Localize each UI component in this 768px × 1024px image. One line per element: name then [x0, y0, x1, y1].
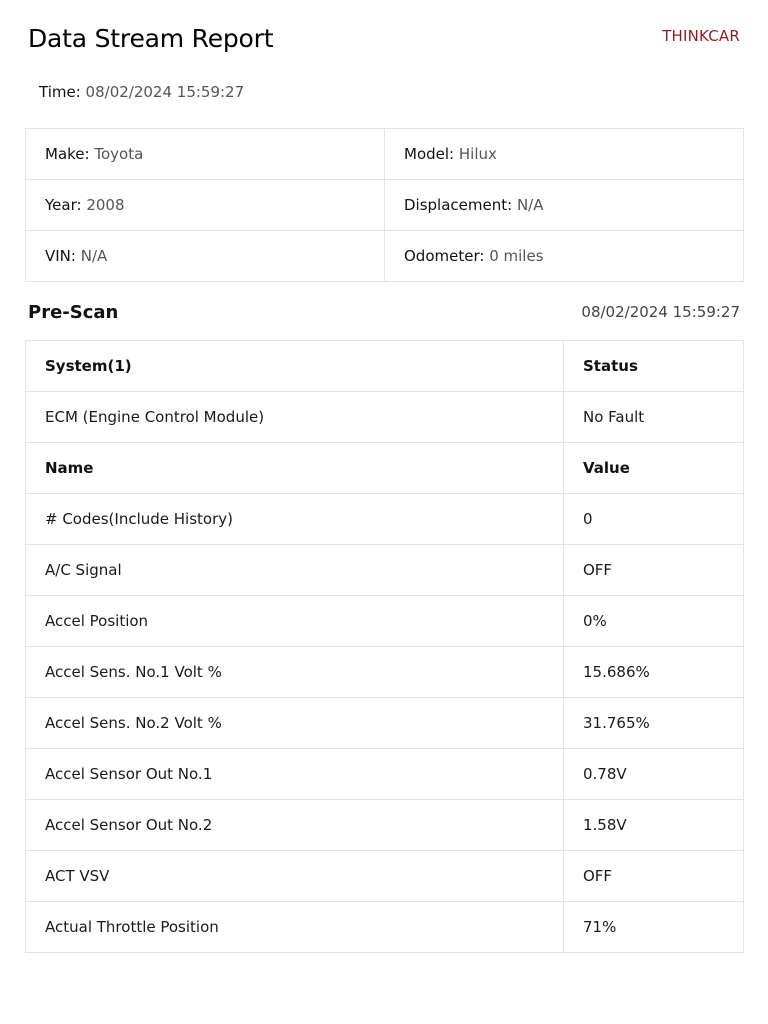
- parameter-name: A/C Signal: [26, 545, 564, 596]
- vehicle-row: [26, 180, 744, 231]
- vin-cell: [26, 231, 385, 282]
- table-row: [26, 494, 744, 545]
- parameter-value: OFF: [564, 545, 744, 596]
- parameter-value: 1.58V: [564, 800, 744, 851]
- table-row: [26, 596, 744, 647]
- odometer-cell: [385, 231, 744, 282]
- odometer-value: 0 miles: [489, 247, 544, 265]
- make-cell: [26, 129, 385, 180]
- time-label: Time:: [39, 83, 81, 101]
- displacement-value: N/A: [516, 196, 544, 214]
- system-header-row: [26, 341, 744, 392]
- parameter-value: 0%: [564, 596, 744, 647]
- parameter-name: ACT VSV: [26, 851, 564, 902]
- parameter-name: Accel Sens. No.2 Volt %: [26, 698, 564, 749]
- vin-label: VIN:: [45, 247, 76, 265]
- system-row: [26, 392, 744, 443]
- parameter-name: Accel Sens. No.1 Volt %: [26, 647, 564, 698]
- system-header: System(1): [26, 341, 564, 392]
- parameter-name: Actual Throttle Position: [26, 902, 564, 953]
- odometer-label: Odometer:: [404, 247, 485, 265]
- table-row: [26, 851, 744, 902]
- table-row: [26, 545, 744, 596]
- system-status: No Fault: [564, 392, 744, 443]
- model-label: Model:: [404, 145, 455, 163]
- table-row: [26, 749, 744, 800]
- report-title: Data Stream Report: [28, 24, 274, 53]
- year-value: 2008: [86, 196, 125, 214]
- vehicle-row: [26, 231, 744, 282]
- parameter-value: 15.686%: [564, 647, 744, 698]
- make-label: Make:: [45, 145, 90, 163]
- displacement-label: Displacement:: [404, 196, 513, 214]
- displacement-cell: [385, 180, 744, 231]
- parameter-name: Accel Position: [26, 596, 564, 647]
- table-row: [26, 698, 744, 749]
- vin-value: N/A: [80, 247, 108, 265]
- time-value: 08/02/2024 15:59:27: [85, 83, 245, 101]
- year-label: Year:: [45, 196, 82, 214]
- brand-logo: THINKCAR: [662, 27, 740, 45]
- parameter-name: # Codes(Include History): [26, 494, 564, 545]
- model-value: Hilux: [458, 145, 497, 163]
- parameter-name: Accel Sensor Out No.2: [26, 800, 564, 851]
- make-value: Toyota: [94, 145, 144, 163]
- name-header-row: [26, 443, 744, 494]
- table-row: [26, 902, 744, 953]
- parameter-value: OFF: [564, 851, 744, 902]
- parameter-value: 31.765%: [564, 698, 744, 749]
- year-cell: [26, 180, 385, 231]
- system-name: ECM (Engine Control Module): [26, 392, 564, 443]
- report-time: [39, 83, 244, 101]
- status-header: Status: [564, 341, 744, 392]
- model-cell: [385, 129, 744, 180]
- vehicle-info-table: [25, 128, 744, 282]
- table-row: [26, 647, 744, 698]
- parameter-value: 0: [564, 494, 744, 545]
- parameter-value: 71%: [564, 902, 744, 953]
- section-time: 08/02/2024 15:59:27: [581, 303, 740, 321]
- vehicle-row: [26, 129, 744, 180]
- value-header: Value: [564, 443, 744, 494]
- name-header: Name: [26, 443, 564, 494]
- table-row: [26, 800, 744, 851]
- parameter-name: Accel Sensor Out No.1: [26, 749, 564, 800]
- prescan-table: [25, 340, 744, 953]
- section-title: Pre-Scan: [28, 302, 119, 323]
- parameter-value: 0.78V: [564, 749, 744, 800]
